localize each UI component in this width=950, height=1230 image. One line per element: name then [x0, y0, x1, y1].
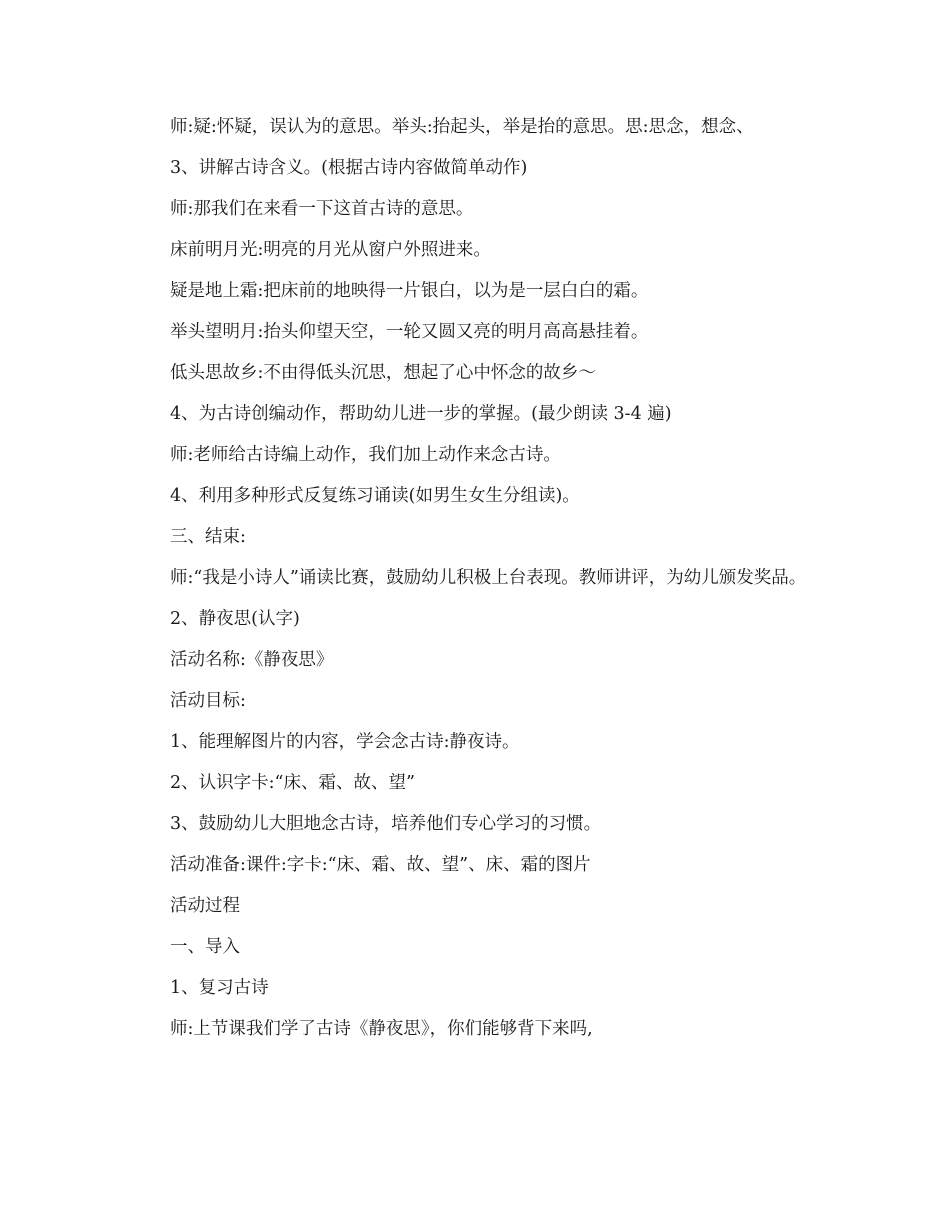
paragraph: 师:“我是小诗人”诵读比赛，鼓励幼儿积极上台表现。教师讲评，为幼儿颁发奖品。	[170, 568, 807, 588]
paragraph: 1、能理解图片的内容，学会念古诗:静夜诗。	[170, 732, 520, 752]
paragraph: 师:上节课我们学了古诗《静夜思》，你们能够背下来吗,	[170, 1019, 593, 1039]
paragraph: 举头望明月:抬头仰望天空，一轮又圆又亮的明月高高悬挂着。	[170, 322, 649, 342]
paragraph: 床前明月光:明亮的月光从窗户外照进来。	[170, 240, 491, 260]
paragraph: 三、结束:	[170, 527, 246, 547]
paragraph: 活动过程	[170, 896, 240, 916]
paragraph: 1、复习古诗	[170, 978, 269, 998]
paragraph: 3、鼓励幼儿大胆地念古诗，培养他们专心学习的习惯。	[170, 814, 602, 834]
paragraph: 2、静夜思(认字)	[170, 609, 300, 629]
paragraph: 师:疑:怀疑，误认为的意思。举头:抬起头，举是抬的意思。思:思念，想念、	[170, 117, 754, 137]
paragraph: 2、认识字卡:“床、霜、故、望”	[170, 773, 415, 793]
paragraph: 师:老师给古诗编上动作，我们加上动作来念古诗。	[170, 445, 561, 465]
paragraph: 疑是地上霜:把床前的地映得一片银白，以为是一层白白的霜。	[170, 281, 649, 301]
paragraph: 4、为古诗创编动作，帮助幼儿进一步的掌握。(最少朗读 3-4 遍)	[170, 404, 672, 424]
paragraph: 活动名称:《静夜思》	[170, 650, 334, 670]
paragraph: 低头思故乡:不由得低头沉思，想起了心中怀念的故乡～	[170, 363, 596, 383]
document-body	[140, 107, 808, 1050]
paragraph: 4、利用多种形式反复练习诵读(如男生女生分组读)。	[170, 486, 580, 506]
paragraph: 活动目标:	[170, 691, 246, 711]
paragraph: 活动准备:课件:字卡:“床、霜、故、望”、床、霜的图片	[170, 855, 591, 875]
paragraph: 师:那我们在来看一下这首古诗的意思。	[170, 199, 474, 219]
paragraph: 3、讲解古诗含义。(根据古诗内容做简单动作)	[170, 158, 528, 178]
paragraph: 一、导入	[170, 937, 240, 957]
